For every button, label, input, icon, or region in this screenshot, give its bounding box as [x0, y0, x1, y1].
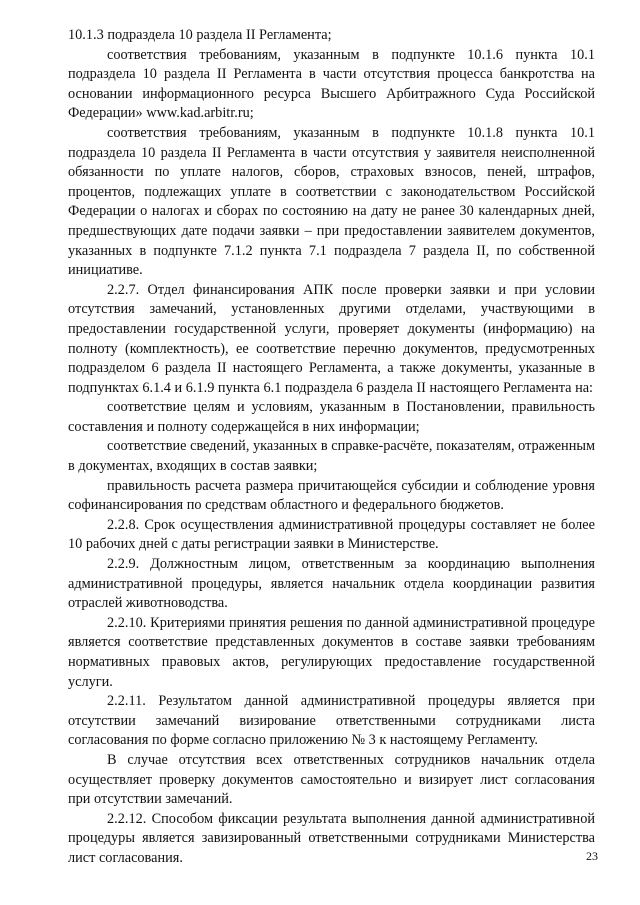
- page-number: 23: [586, 849, 598, 863]
- paragraph: 2.2.10. Критериями принятия решения по данной административной процедуре является соответствие представленных документов в составе заявки требованиям нормативных правовых актов, регулирующих предоставление государственной услуги.: [68, 614, 595, 690]
- paragraph: соответствия требованиям, указанным в подпункте 10.1.6 пункта 10.1 подраздела 10 раздела II Регламента в части отсутствия процесса банкротства на основании информационного ресурса Высшего Арбитражного Суда Российской Федерации» www.kad.arbitr.ru;: [68, 46, 595, 122]
- paragraph: 2.2.12. Способом фиксации результата выполнения данной административной процедуры является завизированный ответственными сотрудниками Министерства лист согласования.: [68, 810, 595, 866]
- paragraph: соответствие сведений, указанных в справке-расчёте, показателям, отраженным в документах, входящих в состав заявки;: [68, 438, 595, 475]
- paragraph: соответствия требованиям, указанным в подпункте 10.1.8 пункта 10.1 подраздела 10 раздела II Регламента в части отсутствия у заявителя неисполненной обязанности по уплате налогов, сборов, страховых взносов, пеней, штрафов, процентов, подлежащих уплате в соответствии с законодательством Российской Федерации о налогах и сборах по состоянию на дату не ранее 30 календарных дней, предшествующих дате подачи заявки – при предоставлении заявителем документов, указанных в подпункте 7.1.2 пункта 7.1 подраздела 7 раздела II, по собственной инициативе.: [68, 124, 595, 279]
- paragraph: правильность расчета размера причитающейся субсидии и соблюдение уровня софинансирования по средствам областного и федерального бюджетов.: [68, 477, 595, 514]
- paragraph: 2.2.9. Должностным лицом, ответственным за координацию выполнения административной процедуры, является начальник отдела координации развития отраслей животноводства.: [68, 556, 595, 612]
- paragraph: соответствие целям и условиям, указанным в Постановлении, правильность составления и полноту содержащейся в них информации;: [68, 399, 595, 435]
- paragraph: 2.2.11. Результатом данной административной процедуры является при отсутствии замечаний визирование ответственными сотрудниками листа согласования по форме согласно приложению № 3 к настоящему Регламенту.: [68, 693, 595, 749]
- document-body: [68, 26, 595, 869]
- paragraph: 2.2.7. Отдел финансирования АПК после проверки заявки и при условии отсутствия замечаний, установленных другими отделами, участвующими в предоставлении государственной услуги, проверяет документы (информацию) на полноту (комплектность), ее соответствие перечню документов, предусмотренных подразделом 6 раздела II настоящего Регламента, а также документы, указанные в подпунктах 6.1.4 и 6.1.9 пункта 6.1 подраздела 6 раздела II настоящего Регламента на:: [68, 281, 595, 396]
- paragraph: 2.2.8. Срок осуществления административной процедуры составляет не более 10 рабочих дней с даты регистрации заявки в Министерстве.: [68, 516, 595, 553]
- paragraph: 10.1.3 подраздела 10 раздела II Регламента;: [68, 27, 332, 43]
- paragraph: В случае отсутствия всех ответственных сотрудников начальник отдела осуществляет проверку документов самостоятельно и визирует лист согласования при отсутствии замечаний.: [68, 751, 595, 808]
